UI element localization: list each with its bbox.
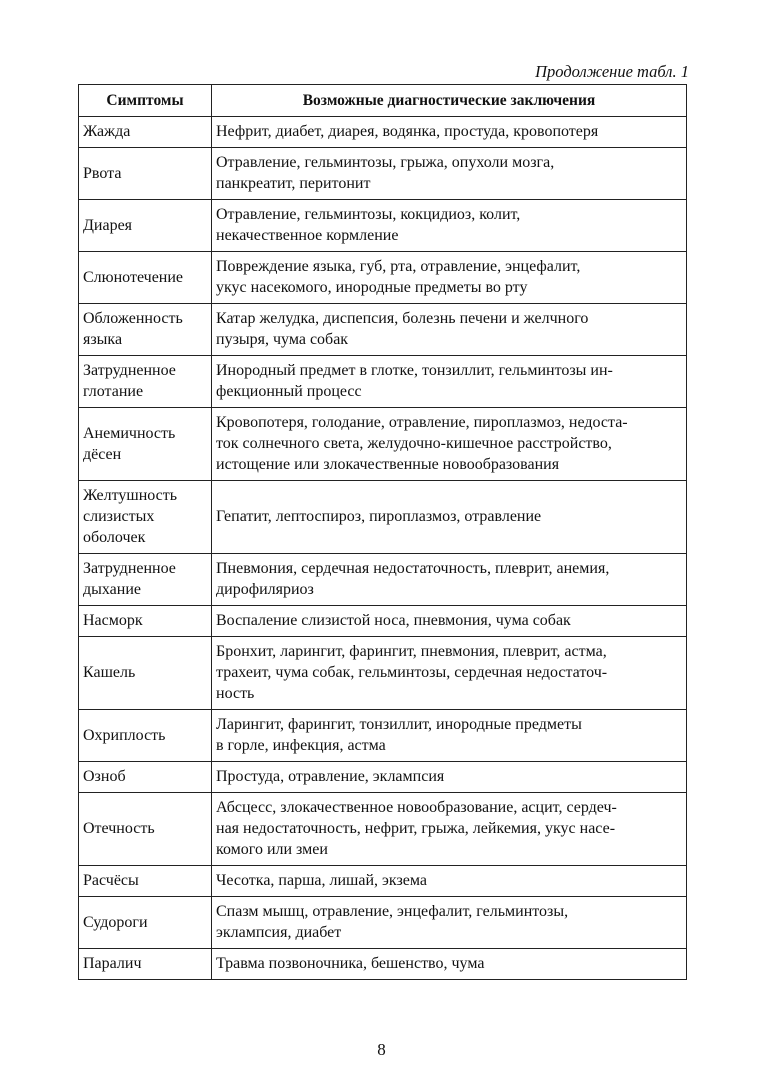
diagnosis-cell: Чесотка, парша, лишай, экзема [212, 866, 687, 897]
diagnosis-cell: Инородный предмет в глотке, тонзиллит, гельминтозы ин- фекционный процесс [212, 356, 687, 408]
table-row [79, 200, 687, 252]
diagnosis-cell: Абсцесс, злокачественное новообразование, асцит, сердеч- ная недостаточность, нефрит, грыжа, лейкемия, укус насе- комого или змеи [212, 793, 687, 866]
diagnosis-cell: Кровопотеря, голодание, отравление, пироплазмоз, недоста- ток солнечного света, желудочно-кишечное расстройство, истощение или злокачественные новообразования [212, 408, 687, 481]
page-number: 8 [377, 1040, 386, 1059]
table-row [79, 762, 687, 793]
table-row [79, 637, 687, 710]
symptom-cell: Обложенность языка [79, 304, 212, 356]
symptom-cell: Кашель [79, 637, 212, 710]
symptom-cell: Диарея [79, 200, 212, 252]
header-symptoms: Симптомы [79, 85, 212, 117]
symptom-cell: Озноб [79, 762, 212, 793]
table-body [79, 117, 687, 980]
header-diagnoses: Возможные диагностические заключения [212, 85, 687, 117]
table-row [79, 304, 687, 356]
symptom-cell: Желтушность слизистых оболочек [79, 481, 212, 554]
table-row [79, 606, 687, 637]
diagnosis-cell: Отравление, гельминтозы, кокцидиоз, колит, некачественное кормление [212, 200, 687, 252]
diagnosis-cell: Пневмония, сердечная недостаточность, плеврит, анемия, дирофиляриоз [212, 554, 687, 606]
symptom-cell: Рвота [79, 148, 212, 200]
diagnosis-cell: Бронхит, ларингит, фарингит, пневмония, плеврит, астма, трахеит, чума собак, гельминтозы, сердечная недостаточ- ность [212, 637, 687, 710]
symptom-cell: Охриплость [79, 710, 212, 762]
symptom-cell: Паралич [79, 949, 212, 980]
diagnosis-cell: Повреждение языка, губ, рта, отравление, энцефалит, укус насекомого, инородные предметы во рту [212, 252, 687, 304]
table-row [79, 117, 687, 148]
symptoms-table [78, 84, 687, 980]
symptom-cell: Анемичность дёсен [79, 408, 212, 481]
diagnosis-cell: Травма позвоночника, бешенство, чума [212, 949, 687, 980]
symptom-cell: Затрудненное дыхание [79, 554, 212, 606]
diagnosis-cell: Катар желудка, диспепсия, болезнь печени и желчного пузыря, чума собак [212, 304, 687, 356]
table-row [79, 949, 687, 980]
symptom-cell: Жажда [79, 117, 212, 148]
table-row [79, 408, 687, 481]
table-header-row [79, 85, 687, 117]
diagnosis-cell: Воспаление слизистой носа, пневмония, чума собак [212, 606, 687, 637]
table-row [79, 356, 687, 408]
table-row [79, 793, 687, 866]
diagnosis-cell: Гепатит, лептоспироз, пироплазмоз, отравление [212, 481, 687, 554]
symptom-cell: Расчёсы [79, 866, 212, 897]
diagnosis-cell: Простуда, отравление, эклампсия [212, 762, 687, 793]
table-continuation-caption: Продолжение табл. 1 [535, 62, 689, 81]
table-row [79, 897, 687, 949]
symptom-cell: Отечность [79, 793, 212, 866]
symptom-cell: Затрудненное глотание [79, 356, 212, 408]
diagnosis-cell: Отравление, гельминтозы, грыжа, опухоли мозга, панкреатит, перитонит [212, 148, 687, 200]
symptom-cell: Судороги [79, 897, 212, 949]
diagnosis-cell: Спазм мышц, отравление, энцефалит, гельминтозы, эклампсия, диабет [212, 897, 687, 949]
diagnosis-cell: Нефрит, диабет, диарея, водянка, простуда, кровопотеря [212, 117, 687, 148]
table-row [79, 866, 687, 897]
table-row [79, 252, 687, 304]
table-row [79, 554, 687, 606]
table-row [79, 148, 687, 200]
table-row [79, 481, 687, 554]
diagnosis-cell: Ларингит, фарингит, тонзиллит, инородные предметы в горле, инфекция, астма [212, 710, 687, 762]
table-row [79, 710, 687, 762]
symptom-cell: Насморк [79, 606, 212, 637]
symptom-cell: Слюнотечение [79, 252, 212, 304]
